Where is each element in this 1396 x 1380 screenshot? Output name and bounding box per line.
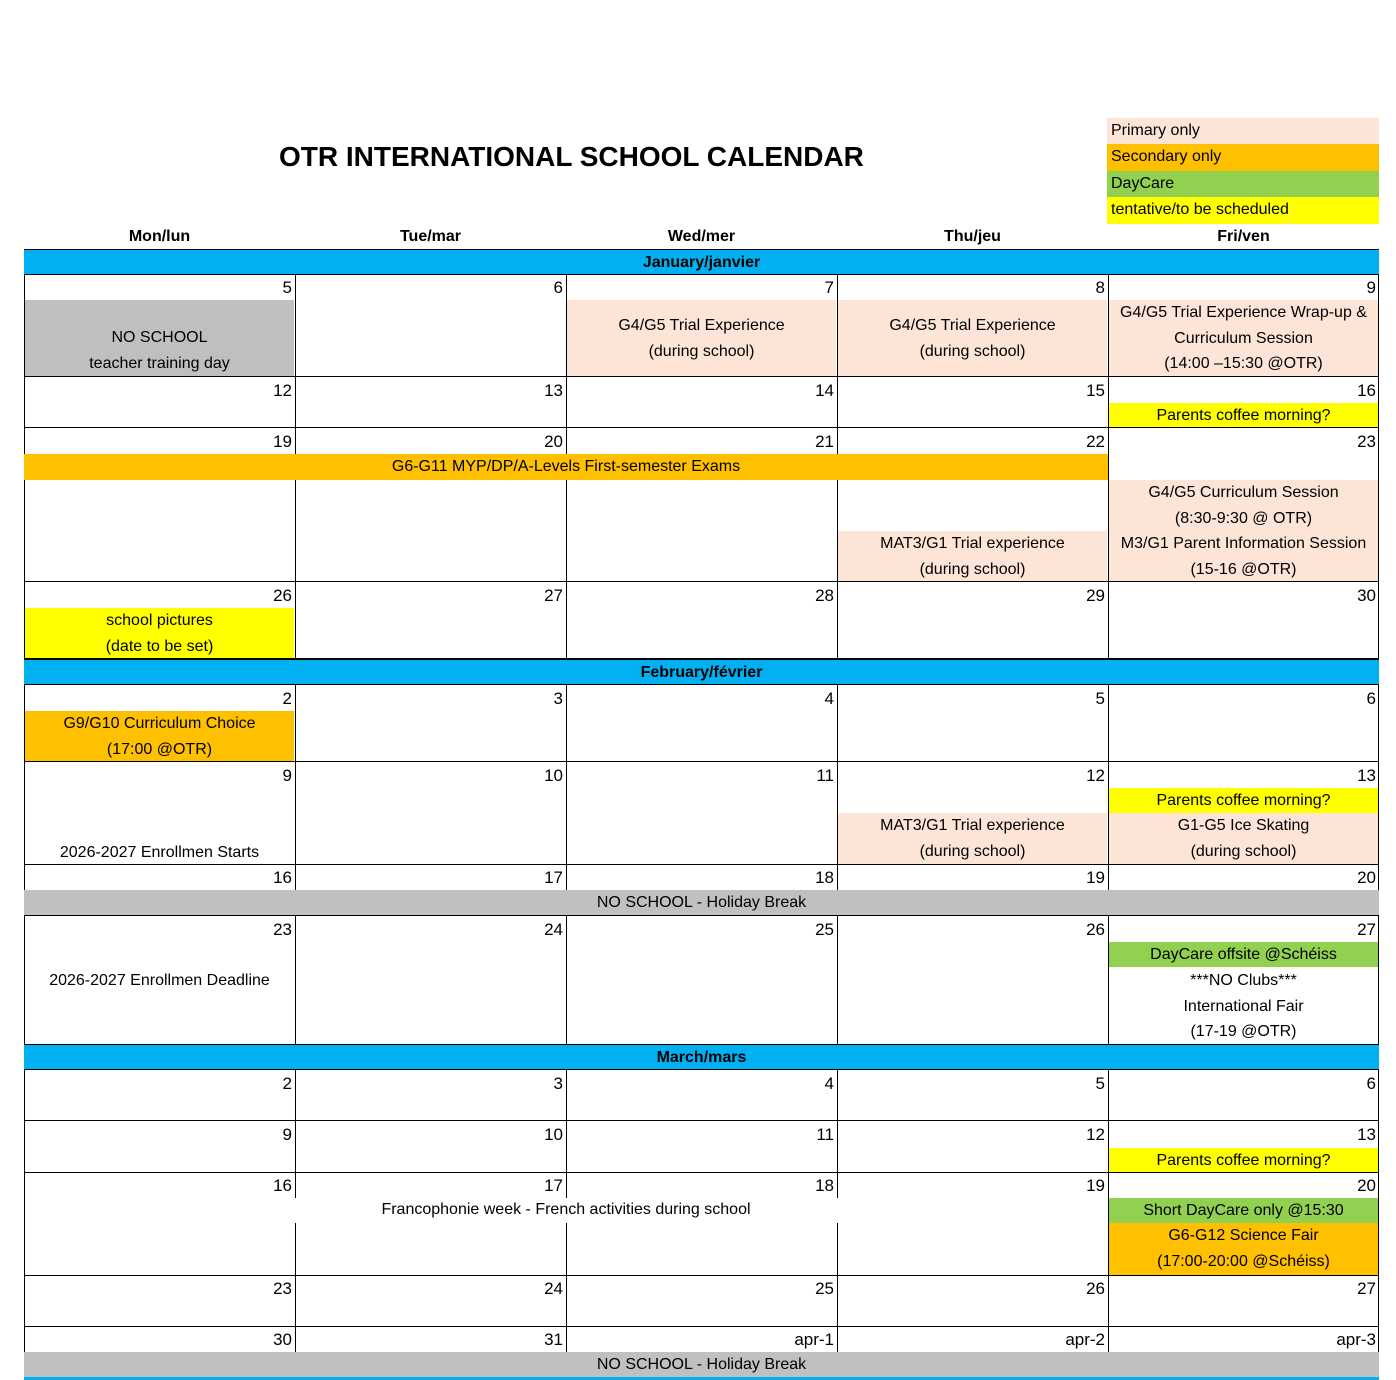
event-g9g10-curriculum — [25, 711, 294, 761]
day-number: 3 — [553, 1074, 563, 1093]
event-enrollment-starts: 2026-2027 Enrollmen Starts — [59, 844, 260, 861]
day-number: 10 — [544, 1125, 563, 1144]
event-line: ***NO Clubs*** — [1190, 972, 1297, 989]
event-mat3-trial — [838, 813, 1107, 864]
day-number: 7 — [824, 278, 834, 297]
day-number: 9 — [1366, 278, 1376, 297]
day-number: 15 — [1086, 381, 1105, 400]
month-band-february: February/février — [24, 659, 1379, 685]
event-short-daycare: Short DayCare only @15:30 — [1109, 1198, 1378, 1223]
day-number: 8 — [1095, 278, 1105, 297]
day-number: 24 — [544, 1279, 563, 1298]
event-parents-coffee: Parents coffee morning? — [1109, 403, 1378, 427]
event-line: (during school) — [919, 342, 1026, 360]
day-number: 14 — [815, 381, 834, 400]
event-curriculum-parent-info — [1109, 480, 1378, 581]
event-line: school pictures — [106, 612, 213, 629]
weekday-mon: Mon/lun — [128, 228, 191, 245]
day-number: 28 — [815, 586, 834, 605]
event-enrollment-deadline: 2026-2027 Enrollmen Deadline — [49, 972, 270, 989]
event-line: (17-19 @OTR) — [1190, 1023, 1297, 1040]
day-number: 16 — [1357, 381, 1376, 400]
day-number: 6 — [1366, 689, 1376, 708]
day-number: 20 — [1357, 1176, 1376, 1195]
day-number: 20 — [1357, 868, 1376, 887]
day-number: 25 — [815, 1279, 834, 1298]
day-number: 16 — [273, 868, 292, 887]
day-number: 31 — [544, 1330, 563, 1349]
event-line: G4/G5 Trial Experience — [889, 317, 1056, 334]
day-number: 26 — [273, 586, 292, 605]
page-title: OTR INTERNATIONAL SCHOOL CALENDAR — [279, 141, 864, 172]
legend-tentative: tentative/to be scheduled — [1107, 197, 1379, 224]
day-number: 19 — [273, 432, 292, 451]
day-number: 27 — [544, 586, 563, 605]
event-line: (15-16 @OTR) — [1190, 560, 1297, 578]
day-number: 29 — [1086, 586, 1105, 605]
day-number: 18 — [815, 1176, 834, 1195]
day-number: 16 — [273, 1176, 292, 1195]
day-number: 23 — [273, 1279, 292, 1298]
day-number: 23 — [1357, 432, 1376, 451]
event-international-fair — [1109, 968, 1378, 1044]
event-line: (during school) — [1190, 842, 1297, 860]
day-number: 27 — [1357, 920, 1376, 939]
event-line: Curriculum Session — [1174, 329, 1313, 347]
day-number: apr-3 — [1336, 1330, 1376, 1349]
weekday-fri: Fri/ven — [1217, 228, 1270, 245]
event-line: International Fair — [1183, 997, 1304, 1015]
day-number: apr-1 — [794, 1330, 834, 1349]
day-number: 5 — [1095, 689, 1105, 708]
day-number: 20 — [544, 432, 563, 451]
event-line: (date to be set) — [105, 637, 214, 655]
event-line: (17:00-20:00 @Schéiss) — [1157, 1252, 1330, 1270]
day-number: 11 — [816, 1125, 834, 1144]
day-number: 5 — [1095, 1074, 1105, 1093]
event-line: MAT3/G1 Trial experience — [880, 535, 1065, 552]
event-ice-skating — [1109, 813, 1378, 864]
day-number: 19 — [1086, 868, 1105, 887]
event-holiday-band: NO SCHOOL - Holiday Break — [24, 1352, 1379, 1378]
day-number: 19 — [1086, 1176, 1105, 1195]
day-number: 3 — [553, 689, 563, 708]
event-g4g5-trial — [567, 300, 836, 376]
day-number: 21 — [815, 432, 834, 451]
day-number: 30 — [1357, 586, 1376, 605]
event-no-school-training — [25, 300, 294, 376]
day-number: 26 — [1086, 920, 1105, 939]
event-line: G9/G10 Curriculum Choice — [63, 715, 256, 732]
day-number: 26 — [1086, 1279, 1105, 1298]
day-number: 11 — [816, 766, 834, 785]
event-line: (during school) — [919, 560, 1026, 578]
day-number: 4 — [824, 689, 834, 708]
day-number: 10 — [544, 766, 563, 785]
event-line: G1-G5 Ice Skating — [1177, 817, 1310, 834]
day-number: 27 — [1357, 1279, 1376, 1298]
event-line: M3/G1 Parent Information Session — [1120, 535, 1367, 552]
day-number: 4 — [824, 1074, 834, 1093]
day-number: 18 — [815, 868, 834, 887]
day-number: 13 — [544, 381, 563, 400]
event-line: teacher training day — [89, 354, 230, 372]
day-number: 6 — [1366, 1074, 1376, 1093]
day-number: 30 — [273, 1330, 292, 1349]
event-line: G6-G12 Science Fair — [1168, 1227, 1319, 1244]
event-daycare-offsite: DayCare offsite @Schéiss — [1109, 942, 1378, 967]
event-line: G4/G5 Trial Experience Wrap-up & — [1120, 304, 1367, 321]
event-line: MAT3/G1 Trial experience — [880, 817, 1065, 834]
legend-daycare: DayCare — [1107, 171, 1379, 197]
month-band-january: January/janvier — [24, 249, 1379, 275]
day-number: 9 — [282, 1125, 292, 1144]
day-number: 17 — [544, 1176, 563, 1195]
event-exams-band: G6-G11 MYP/DP/A-Levels First-semester Exams — [24, 454, 1108, 480]
day-number: 24 — [544, 920, 563, 939]
event-mat3-trial — [838, 531, 1107, 581]
day-number: 2 — [282, 1074, 292, 1093]
weekday-tue: Tue/mar — [399, 228, 462, 245]
event-parents-coffee: Parents coffee morning? — [1109, 788, 1378, 813]
legend — [1107, 118, 1379, 224]
event-line: NO SCHOOL — [111, 329, 208, 346]
day-number: 5 — [282, 278, 292, 297]
event-line: G4/G5 Curriculum Session — [1148, 484, 1339, 501]
day-number: 9 — [282, 766, 292, 785]
event-line: (during school) — [919, 842, 1026, 860]
event-school-pictures — [25, 608, 294, 658]
day-number: 12 — [1086, 1125, 1105, 1144]
day-number: 6 — [553, 278, 563, 297]
event-line: (17:00 @OTR) — [106, 740, 213, 758]
event-francophonie-week: Francophonie week - French activities during school — [381, 1201, 751, 1218]
day-number: 12 — [1086, 766, 1105, 785]
event-line: (8:30-9:30 @ OTR) — [1174, 509, 1313, 527]
day-number: 12 — [273, 381, 292, 400]
day-number: apr-2 — [1065, 1330, 1105, 1349]
legend-secondary-only: Secondary only — [1107, 144, 1379, 171]
event-line: (during school) — [648, 342, 755, 360]
event-parents-coffee: Parents coffee morning? — [1109, 1148, 1378, 1172]
event-line: (14:00 –15:30 @OTR) — [1164, 355, 1323, 372]
event-line: G4/G5 Trial Experience — [618, 317, 785, 334]
month-band-march: March/mars — [24, 1044, 1379, 1070]
event-science-fair — [1109, 1223, 1378, 1275]
legend-primary-only: Primary only — [1107, 118, 1379, 144]
day-number: 13 — [1357, 766, 1376, 785]
event-g4g5-trial — [838, 300, 1107, 376]
day-number: 13 — [1357, 1125, 1376, 1144]
day-number: 25 — [815, 920, 834, 939]
day-number: 17 — [544, 868, 563, 887]
weekday-wed: Wed/mer — [667, 228, 736, 245]
day-number: 23 — [273, 920, 292, 939]
day-number: 2 — [282, 689, 292, 708]
event-g4g5-wrapup — [1109, 300, 1378, 376]
event-holiday-band: NO SCHOOL - Holiday Break — [24, 890, 1379, 916]
weekday-thu: Thu/jeu — [944, 228, 1001, 245]
day-number: 22 — [1086, 432, 1105, 451]
